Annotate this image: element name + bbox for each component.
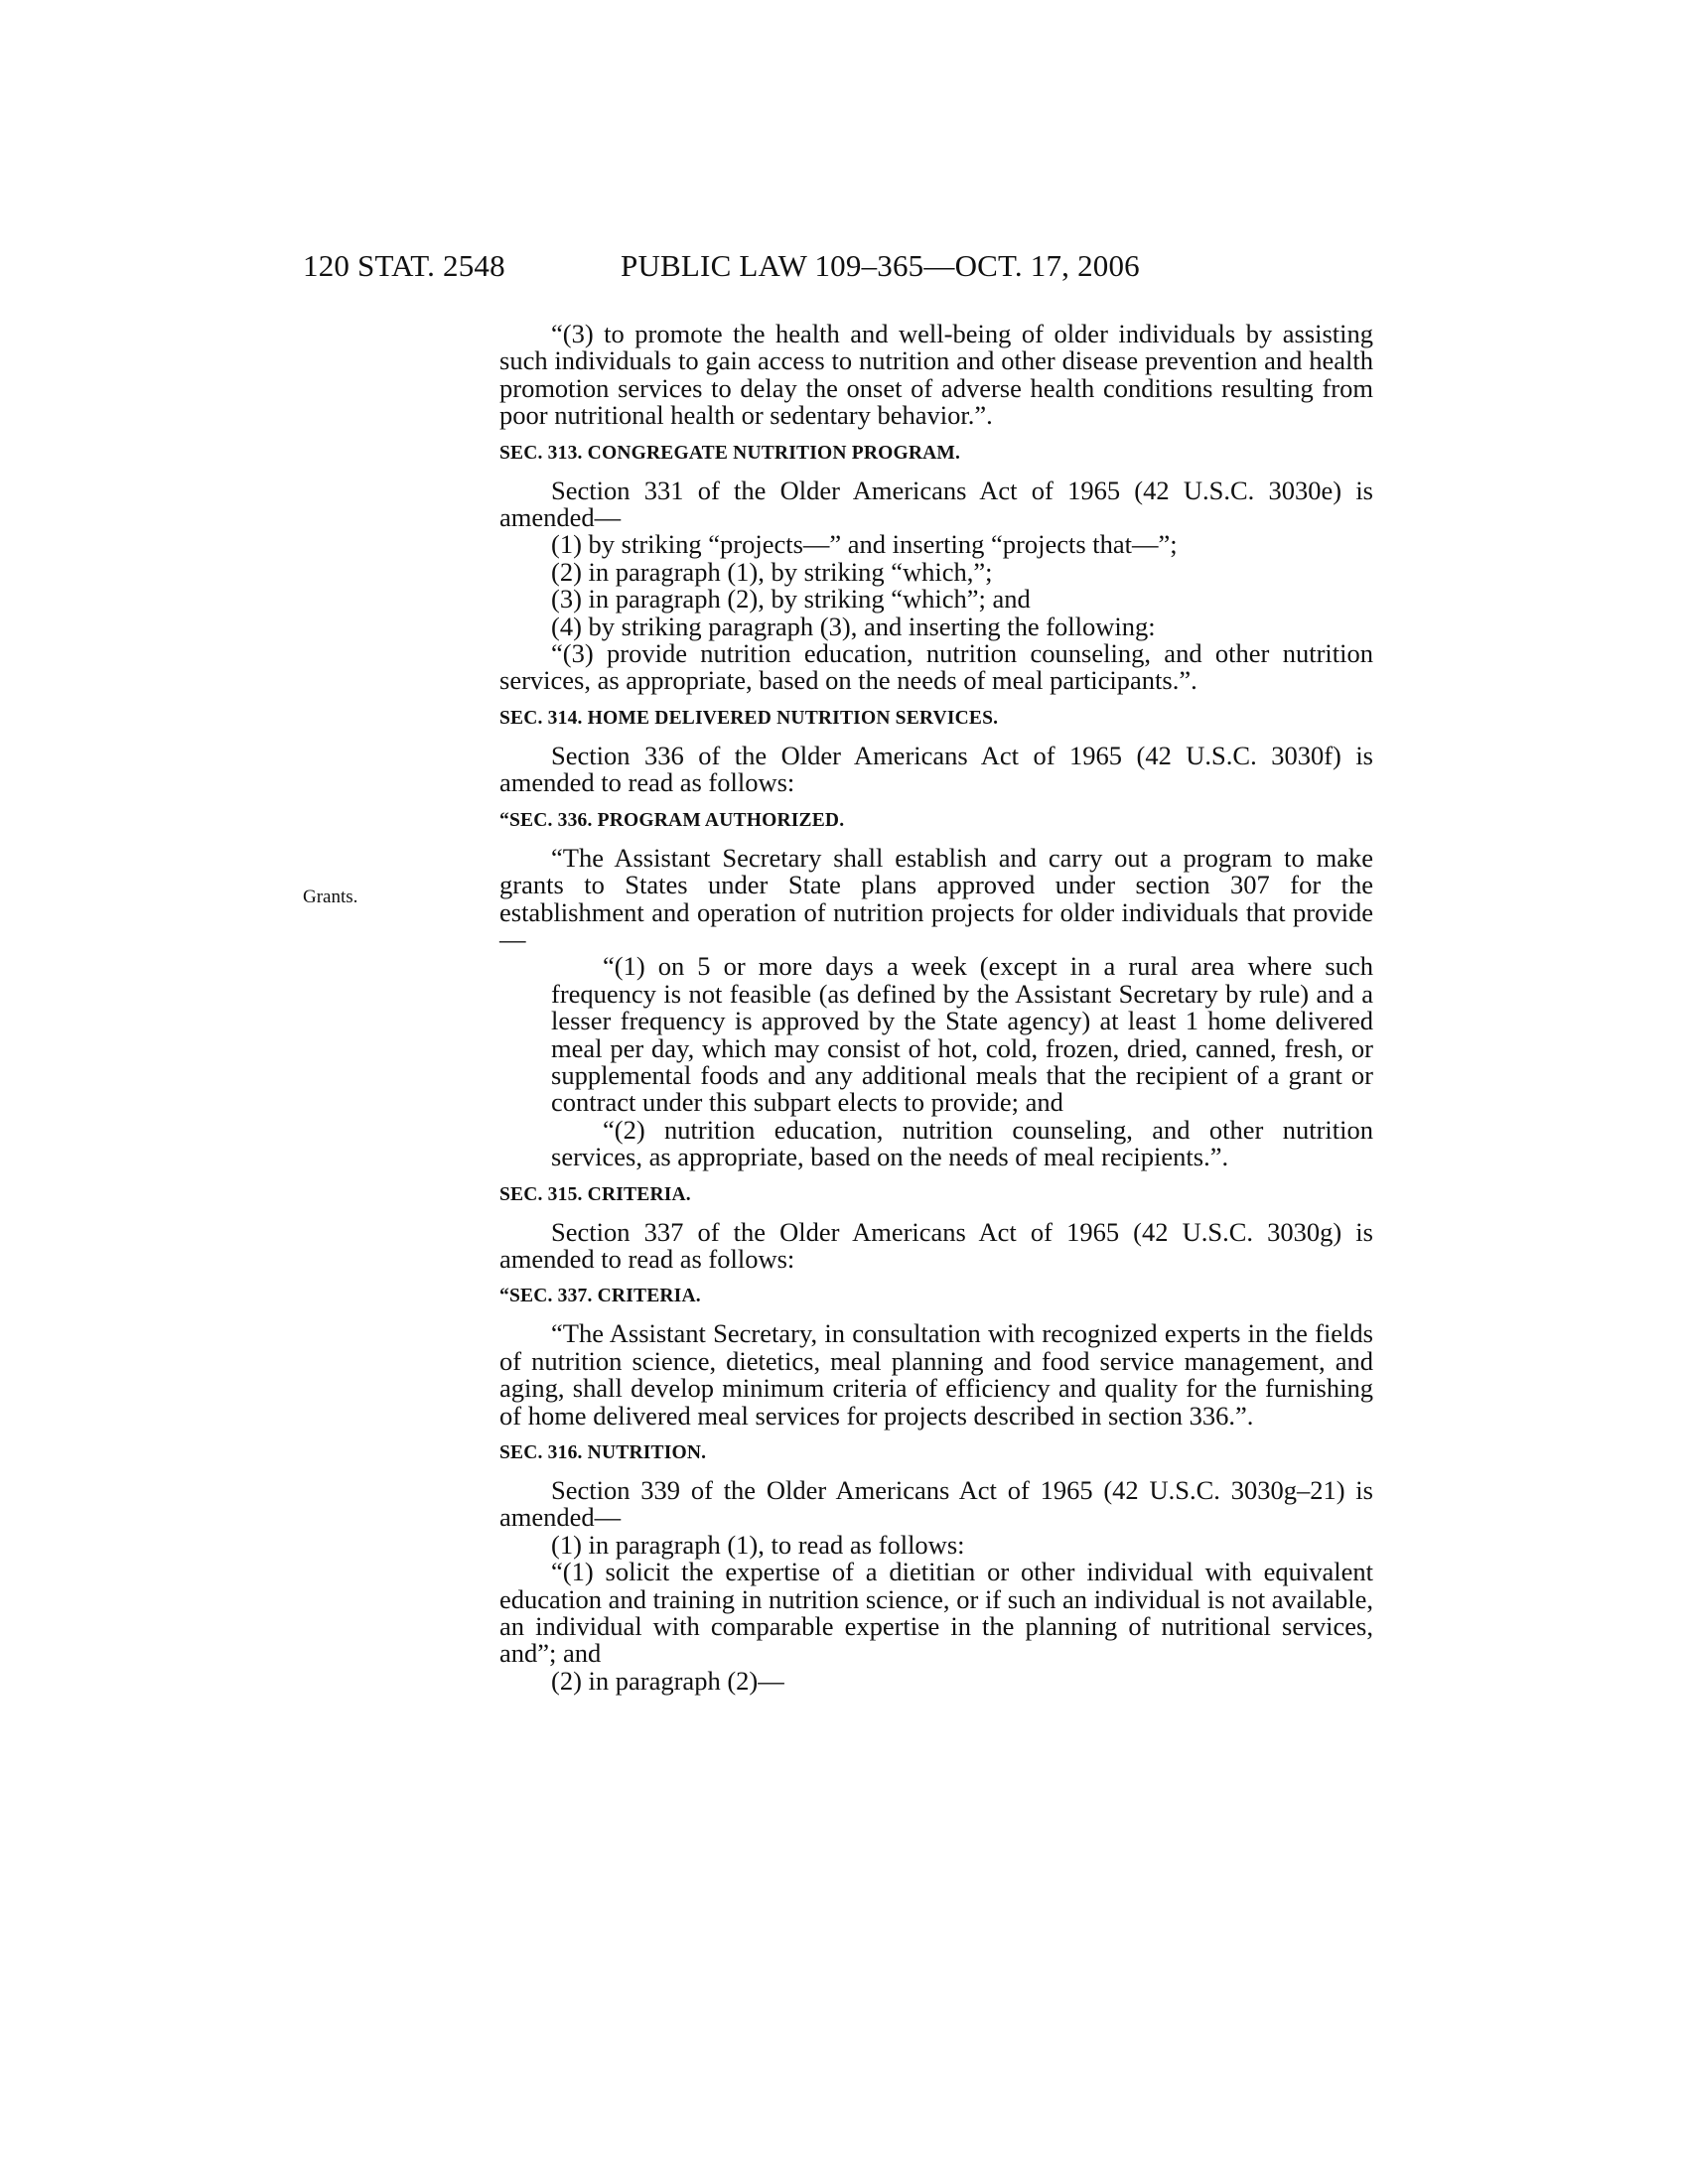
section-313-item-4: (4) by striking paragraph (3), and inserting the following: — [551, 611, 1156, 641]
section-315-intro: Section 337 of the Older Americans Act of 1965 (42 U.S.C. 3030g) is amended to read as follows: — [499, 1216, 1373, 1274]
section-314-intro: Section 336 of the Older Americans Act of 1965 (42 U.S.C. 3030f) is amended to read as follows: — [499, 740, 1373, 798]
section-336-item-2: “(2) nutrition education, nutrition counseling, and other nutrition services, as appropriate, based on the needs of meal recipients.”. — [551, 1114, 1373, 1172]
section-316-item-1: (1) in paragraph (1), to read as follows: — [551, 1529, 965, 1560]
section-337-heading: “SEC. 337. CRITERIA. — [499, 1286, 701, 1307]
section-314-heading: SEC. 314. HOME DELIVERED NUTRITION SERVICES. — [499, 707, 999, 729]
section-313-heading: SEC. 313. CONGREGATE NUTRITION PROGRAM. — [499, 442, 961, 464]
section-313-item-4-text: “(3) provide nutrition education, nutrition counseling, and other nutrition services, as appropriate, based on the needs of meal participants.”. — [499, 638, 1373, 696]
page-header-title: PUBLIC LAW 109–365—OCT. 17, 2006 — [621, 248, 1140, 283]
section-313-item-2: (2) in paragraph (1), by striking “which,”; — [551, 556, 993, 587]
section-336-intro: “The Assistant Secretary shall establish and carry out a program to make grants to States under State plans approved under section 307 for the establishment and operation of nutrition projects for older individuals that provide— — [499, 842, 1373, 954]
section-313-intro: Section 331 of the Older Americans Act of 1965 (42 U.S.C. 3030e) is amended— — [499, 475, 1373, 533]
section-316-intro: Section 339 of the Older Americans Act of 1965 (42 U.S.C. 3030g–21) is amended— — [499, 1475, 1373, 1533]
section-313-item-3: (3) in paragraph (2), by striking “which”; and — [551, 584, 1031, 614]
section-337-text: “The Assistant Secretary, in consultation with recognized experts in the fields of nutrition science, dietetics, meal planning and food service management, and aging, shall develop minimum criteria of efficiency and quality for the furnishing of home delivered meal services for projects described in section 336.”. — [499, 1318, 1373, 1431]
section-316-item-2: (2) in paragraph (2)— — [551, 1665, 784, 1696]
section-336-heading: “SEC. 336. PROGRAM AUTHORIZED. — [499, 809, 845, 831]
section-336-item-1: “(1) on 5 or more days a week (except in a rural area where such frequency is not feasible (as defined by the Assistant Secretary by rule) and a lesser frequency is approved by the State agency) at least 1 home delivered meal per day, which may consist of hot, cold, frozen, dried, canned, fresh, or supplemental foods and any additional meals that the recipient of a grant or contract under this subpart elects to provide; and — [551, 951, 1373, 1118]
document-body — [499, 321, 1373, 1695]
section-315-heading: SEC. 315. CRITERIA. — [499, 1183, 691, 1205]
page-reference: 120 STAT. 2548 — [303, 248, 505, 283]
quoted-paragraph-3: “(3) to promote the health and well-being of older individuals by assisting such individuals to gain access to nutrition and other disease prevention and health promotion services to delay the onset of adverse health conditions resulting from poor nutritional health or sedentary behavior.”. — [499, 319, 1373, 431]
margin-note-grants: Grants. — [303, 887, 358, 907]
section-316-heading: SEC. 316. NUTRITION. — [499, 1442, 707, 1463]
section-316-item-1-text: “(1) solicit the expertise of a dietitian or other individual with equivalent education and training in nutrition science, or if such an individual is not available, an individual with comparable expertise in the planning of nutritional services, and”; and — [499, 1557, 1373, 1669]
section-313-item-1: (1) by striking “projects—” and inserting “projects that—”; — [551, 529, 1178, 560]
